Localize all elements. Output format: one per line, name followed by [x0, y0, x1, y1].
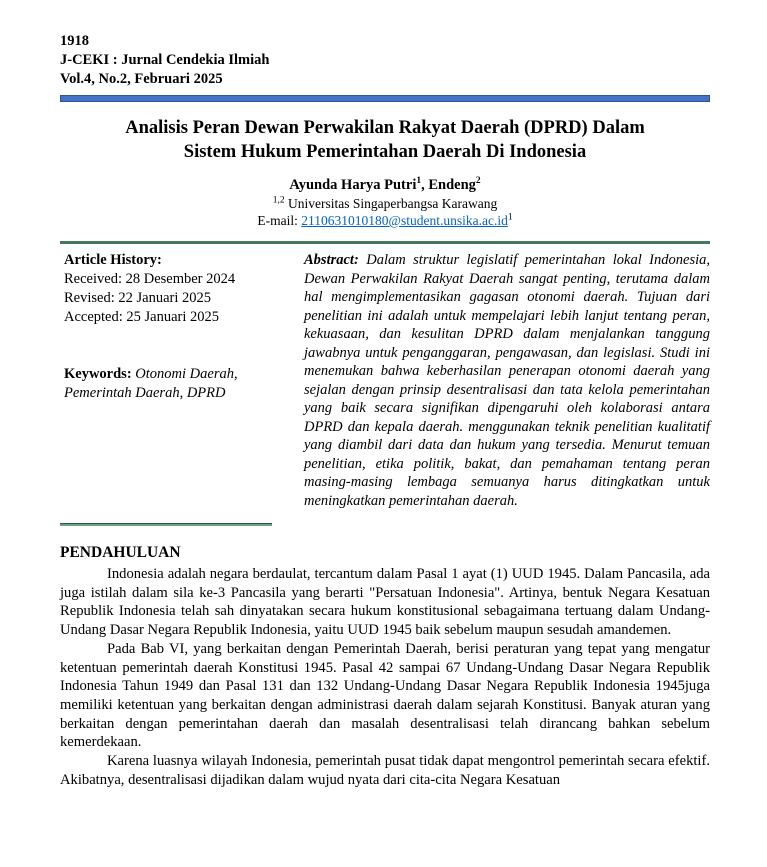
received-date: Received: 28 Desember 2024 [64, 271, 236, 287]
author-second-name: Endeng [428, 177, 476, 193]
intro-paragraph-3: Karena luasnya wilayah Indonesia, pemerintah pusat tidak dapat mengontrol pemerintah secara efektif. Akibatnya, desentralisasi dijadikan dalam wujud nyata dari cita-cita Negara Kesatuan [60, 753, 710, 788]
email-line [60, 212, 710, 229]
article-history-heading: Article History: [64, 252, 162, 268]
table-bottom-rule [60, 523, 272, 526]
abstract-text: Dalam struktur legislatif pemerintahan lokal Indonesia, Dewan Perwakilan Rakyat Daerah sangat penting, terutama dalam hal mengimplementasikan gagasan otonomi daerah. Tujuan dari penelitian ini adalah untuk mempelajari lebih lanjut tentang peran, kekuasaan, dan kesulitan DPRD dalam menjalankan tanggung jawabnya untuk penganggaran, pengawasan, dan legislasi. Studi ini menemukan bahwa keberhasilan penerapan otonomi daerah yang sejalan dengan prinsip desentralisasi dan tata kelola pemerintahan yang baik secara signifikan dipengaruhi oleh kolaborasi antara DPRD dan kepala daerah. menggunakan teknik penelitian kualitatif yang diambil dari data dan hukum yang tersedia. Menurut temuan penelitian, etika politik, bakat, dan pemahaman tentang peran masing-masing lembaga semuanya harus ditingkatkan untuk meningkatkan pemerintahan daerah. [304, 252, 710, 509]
email-affil-mark: 1 [507, 212, 513, 223]
author-second-affil-mark: 2 [475, 176, 481, 187]
volume-issue: Vol.4, No.2, Februari 2025 [60, 71, 223, 87]
article-history-panel [60, 251, 292, 510]
abstract-panel [304, 251, 710, 510]
section-heading-pendahuluan: PENDAHULUAN [60, 544, 181, 561]
abstract-label: Abstract: [304, 252, 359, 268]
intro-paragraph-2: Pada Bab VI, yang berkaitan dengan Pemerintah Daerah, berisi peraturan yang tepat yang mengatur ketentuan pemerintah daerah Konstitusi 1945. Pasal 42 sampai 67 Undang-Undang Dasar Negara Republik Indonesia Tahun 1949 dan Pasal 131 dan 132 Undang-Undang Dasar Negara Republik Indonesia 1945juga memiliki ketentuan yang berkaitan dengan administrasi daerah dalam sejarah Konstitusi. Banyak aturan yang berkaitan dengan pemerintahan daerah dan masalah desentralisasi telah dirancang bahkan sebelum kemerdekaan. [60, 640, 710, 751]
authors-line [60, 176, 710, 195]
accepted-date: Accepted: 25 Januari 2025 [64, 309, 220, 325]
keywords-line [64, 365, 292, 403]
keywords-label: Keywords: [64, 366, 132, 382]
article-title [60, 116, 710, 164]
article-title-line2: Sistem Hukum Pemerintahan Daerah Di Indonesia [183, 142, 587, 162]
history-abstract-table [60, 241, 710, 510]
author-first-name: Ayunda Harya Putri [289, 177, 417, 193]
article-title-line1: Analisis Peran Dewan Perwakilan Rakyat Daerah (DPRD) Dalam [125, 118, 645, 138]
abstract-paragraph [304, 251, 710, 510]
author-first-affil-mark: 1 [416, 176, 422, 187]
affiliation-name: Universitas Singaperbangsa Karawang [288, 196, 498, 211]
first-page-number: 1918 [60, 33, 89, 49]
keywords-values: Otonomi Daerah, Pemerintah Daerah, DPRD [64, 366, 238, 401]
journal-name: J-CEKI : Jurnal Cendekia Ilmiah [60, 52, 270, 68]
intro-paragraph-1: Indonesia adalah negara berdaulat, tercantum dalam Pasal 1 ayat (1) UUD 1945. Dalam Pancasila, ada juga istilah dalam sila ke-3 Pancasila yang berarti "Persatuan Indonesia". Artinya, bentuk Negara Kesatuan Republik Indonesia telah sah dinyatakan secara hukum konstitusional sebagaimana tertuang dalam Undang-Undang Dasar Negara Republik Indonesia, yaitu UUD 1945 baik sebelum maupun sesudah amandemen. [60, 566, 710, 639]
authors-separator: , [421, 177, 429, 193]
affiliation-marks: 1,2 [272, 195, 285, 206]
affiliation-line [60, 195, 710, 212]
email-link[interactable]: 2110631010180@student.unsika.ac.id [301, 213, 508, 228]
header-rule [60, 95, 710, 102]
email-label: E-mail: [257, 213, 302, 228]
revised-date: Revised: 22 Januari 2025 [64, 290, 211, 306]
journal-header [60, 32, 710, 89]
